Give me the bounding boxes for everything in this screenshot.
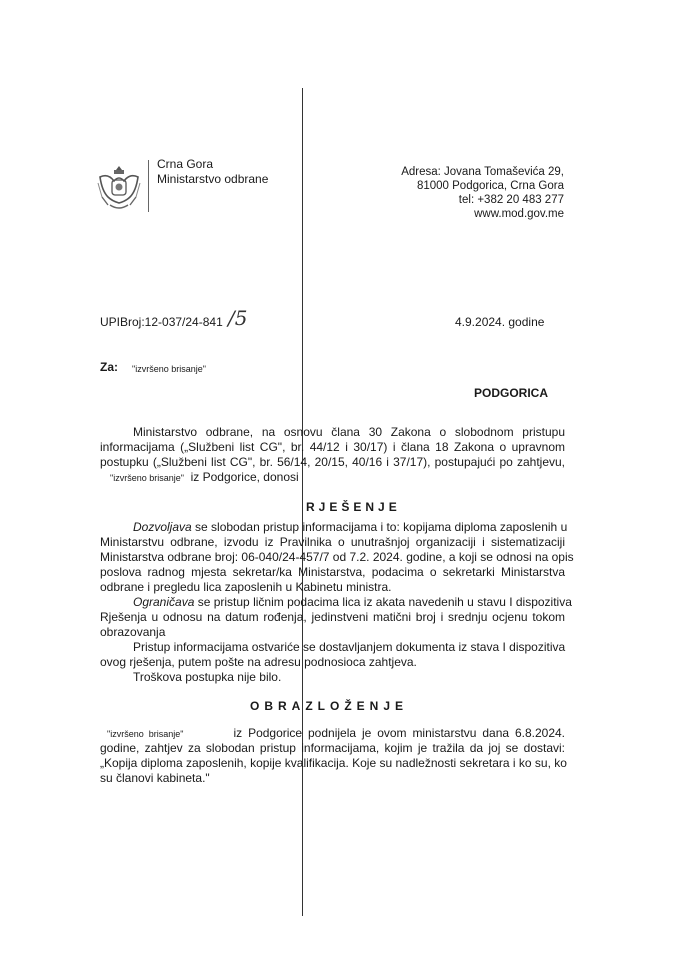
recipient-label: Za: xyxy=(100,360,118,374)
redacted-name: "izvršeno brisanje" xyxy=(107,729,184,739)
handwritten-number: /5 xyxy=(228,306,248,330)
redacted-name: "izvršeno brisanje" xyxy=(110,473,184,483)
intro-paragraph: Ministarstvo odbrane, na osnovu člana 30 Zakona o slobodnom pristupu informacijama („Službeni list CG", br. 44/12 i 30/17) i člana 18 Zakona o upravnom postupku („Službeni list CG", br. 56/14, 20/15, 40/16 i 37/17), postupajući po zahtjevu, "izvršeno brisanje" iz Podgorice, donosi xyxy=(100,425,565,484)
decision-title: RJEŠENJE xyxy=(306,500,401,514)
decision-body: Dozvoljava se slobodan pristup informacijama i to: kopijama diploma zaposlenih u Ministarstvu odbrane, izvodu iz Pravilnika o unutrašnjoj organizaciji i sistematizaciji Ministarstva odbrane broj: 06-040/24-457/7 od 7.2. 2024. godine, a koji se odnosi na opis poslova radnog mjesta sekretar/ka Ministarstva, podacima o sekretarki Ministarstva odbrane i pregledu lica zaposlenih u Kabinetu ministra. Ograničava se pristup ličnim podacima lica iz akata navedenih u stavu I dispozitiva Rješenja u odnosu na datum rođenja, jedinstveni matični broj i srednju ocjenu tokom obrazovanja Pristup informacijama ostvariće se dostavljanjem dokumenta iz stava I dispozitiva ovog rješenja, putem pošte na adresu podnosioca zahtjeva. Troškova postupka nije bilo. xyxy=(100,520,574,684)
website: www.mod.gov.me xyxy=(474,208,564,220)
city-heading: PODGORICA xyxy=(474,386,549,400)
document-date: 4.9.2024. godine xyxy=(455,315,545,329)
recipient-redacted: "izvršeno brisanje" xyxy=(132,364,206,374)
reference-number: UPIBroj:12-037/24-841 xyxy=(100,315,223,329)
coat-of-arms-logo xyxy=(96,163,142,213)
header-divider xyxy=(148,160,149,212)
country-name: Crna Gora xyxy=(157,157,214,171)
phone: tel: +382 20 483 277 xyxy=(458,194,564,206)
address-block xyxy=(401,165,564,221)
scan-fold-line xyxy=(302,88,303,916)
address-line: 81000 Podgorica, Crna Gora xyxy=(416,180,564,192)
reasoning-body: "izvršeno brisanje" iz Podgorice podnijela je ovom ministarstvu dana 6.8.2024. godine, zahtjev za slobodan pristup informacijama, kojim je tražila da joj se dostavi: „Kopija diploma zaposlenih, kopije kvalifikacija. Koje su nadležnosti sekretara i ko su, ko su članovi kabineta." xyxy=(100,726,567,785)
address-line: Adresa: Jovana Tomaševića 29, xyxy=(401,166,564,178)
reasoning-title: OBRAZLOŽENJE xyxy=(250,699,409,713)
ministry-name: Ministarstvo odbrane xyxy=(157,172,269,186)
